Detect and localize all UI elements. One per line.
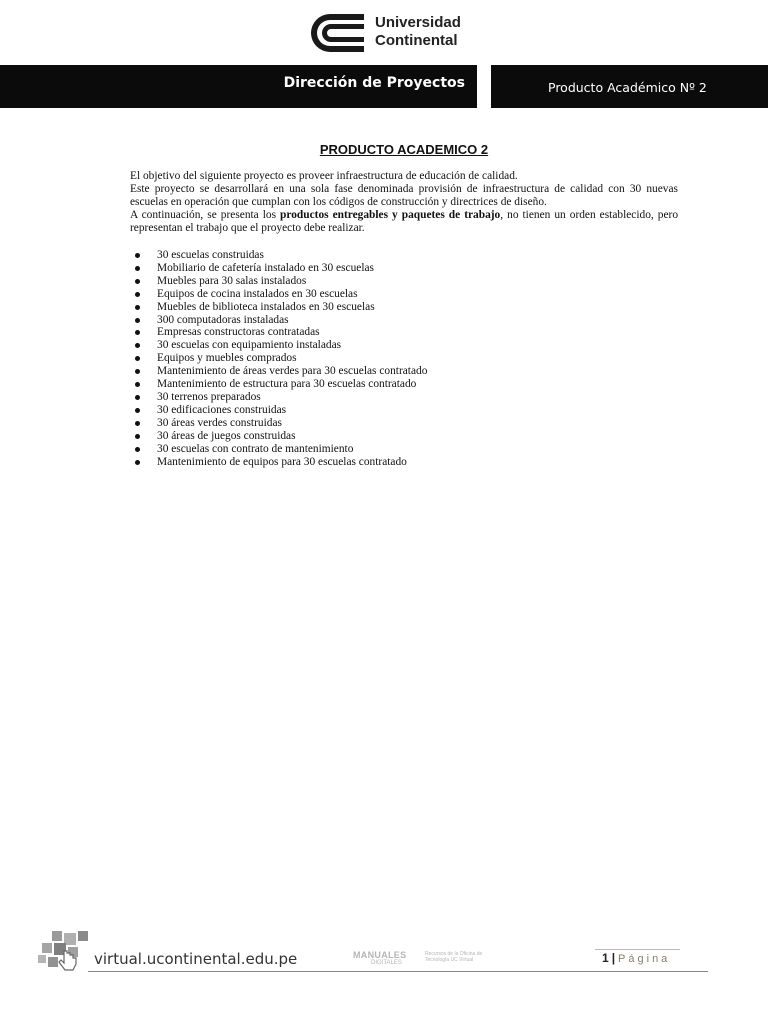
deliverables-list [130,249,678,468]
list-item: Mantenimiento de estructura para 30 escuelas contratado [130,378,678,391]
paragraph-3-end: , no tienen un orden establecido, pero representan el trabajo que el proyecto debe realizar. [130,209,679,234]
paragraph-3-bold: productos entregables y paquetes de trabajo [280,209,501,221]
list-item: 30 escuelas construidas [130,249,678,262]
manuales-digitales-logo [353,950,483,967]
list-item: 30 escuelas con contrato de mantenimiento [130,443,678,456]
logo-line-2: Continental [375,32,458,49]
list-item: 30 edificaciones construidas [130,404,678,417]
intro-paragraph-1: El objetivo del siguiente proyecto es proveer infraestructura de educación de calidad. [130,170,518,182]
list-item: Equipos de cocina instalados en 30 escuelas [130,288,678,301]
university-logo-icon [308,10,368,56]
list-item: 300 computadoras instaladas [130,314,678,327]
list-item: Equipos y muebles comprados [130,352,678,365]
list-item: Muebles para 30 salas instalados [130,275,678,288]
list-item: 30 escuelas con equipamiento instaladas [130,339,678,352]
list-item: 30 áreas de juegos construidas [130,430,678,443]
list-item: Mantenimiento de equipos para 30 escuelas contratado [130,456,678,469]
intro-paragraph-3 [130,209,678,235]
list-item: Mantenimiento de áreas verdes para 30 escuelas contratado [130,365,678,378]
course-title: Dirección de Proyectos [283,75,465,91]
page-number [602,951,670,965]
document-title: PRODUCTO ACADEMICO 2 [319,142,489,157]
product-label-bar [491,65,768,108]
list-item: Empresas constructoras contratadas [130,326,678,339]
page-separator: | [611,951,616,965]
course-title-bar [0,65,477,108]
paragraph-3-start: A continuación, se presenta los [130,209,281,221]
university-logo [308,10,468,56]
page-number-value: 1 [602,951,609,965]
manuales-description: Recursos de la Oficina de Tecnología UC Virtual [425,951,483,963]
list-item: 30 áreas verdes construidas [130,417,678,430]
list-item: 30 terrenos preparados [130,391,678,404]
footer-page-rule [595,949,680,950]
intro-paragraph-2: Este proyecto se desarrollará en una sola fase denominada provisión de infraestructura de calidad con 30 nuevas escuelas en operación que cumplan con los códigos de construcción y directrices de diseño. [130,183,678,208]
logo-text [375,14,461,50]
manuales-subtitle: DIGITALES [371,960,402,966]
page-word: Página [618,953,671,965]
footer-url: virtual.ucontinental.edu.pe [94,950,298,968]
touch-grid-icon [38,929,92,973]
manuales-title: MANUALES [353,950,407,960]
product-label: Producto Académico Nº 2 [548,80,707,95]
logo-line-1: Universidad [375,14,461,31]
intro-text [130,170,678,235]
list-item: Mobiliario de cafetería instalado en 30 escuelas [130,262,678,275]
list-item: Muebles de biblioteca instalados en 30 escuelas [130,301,678,314]
footer-divider [88,971,708,972]
